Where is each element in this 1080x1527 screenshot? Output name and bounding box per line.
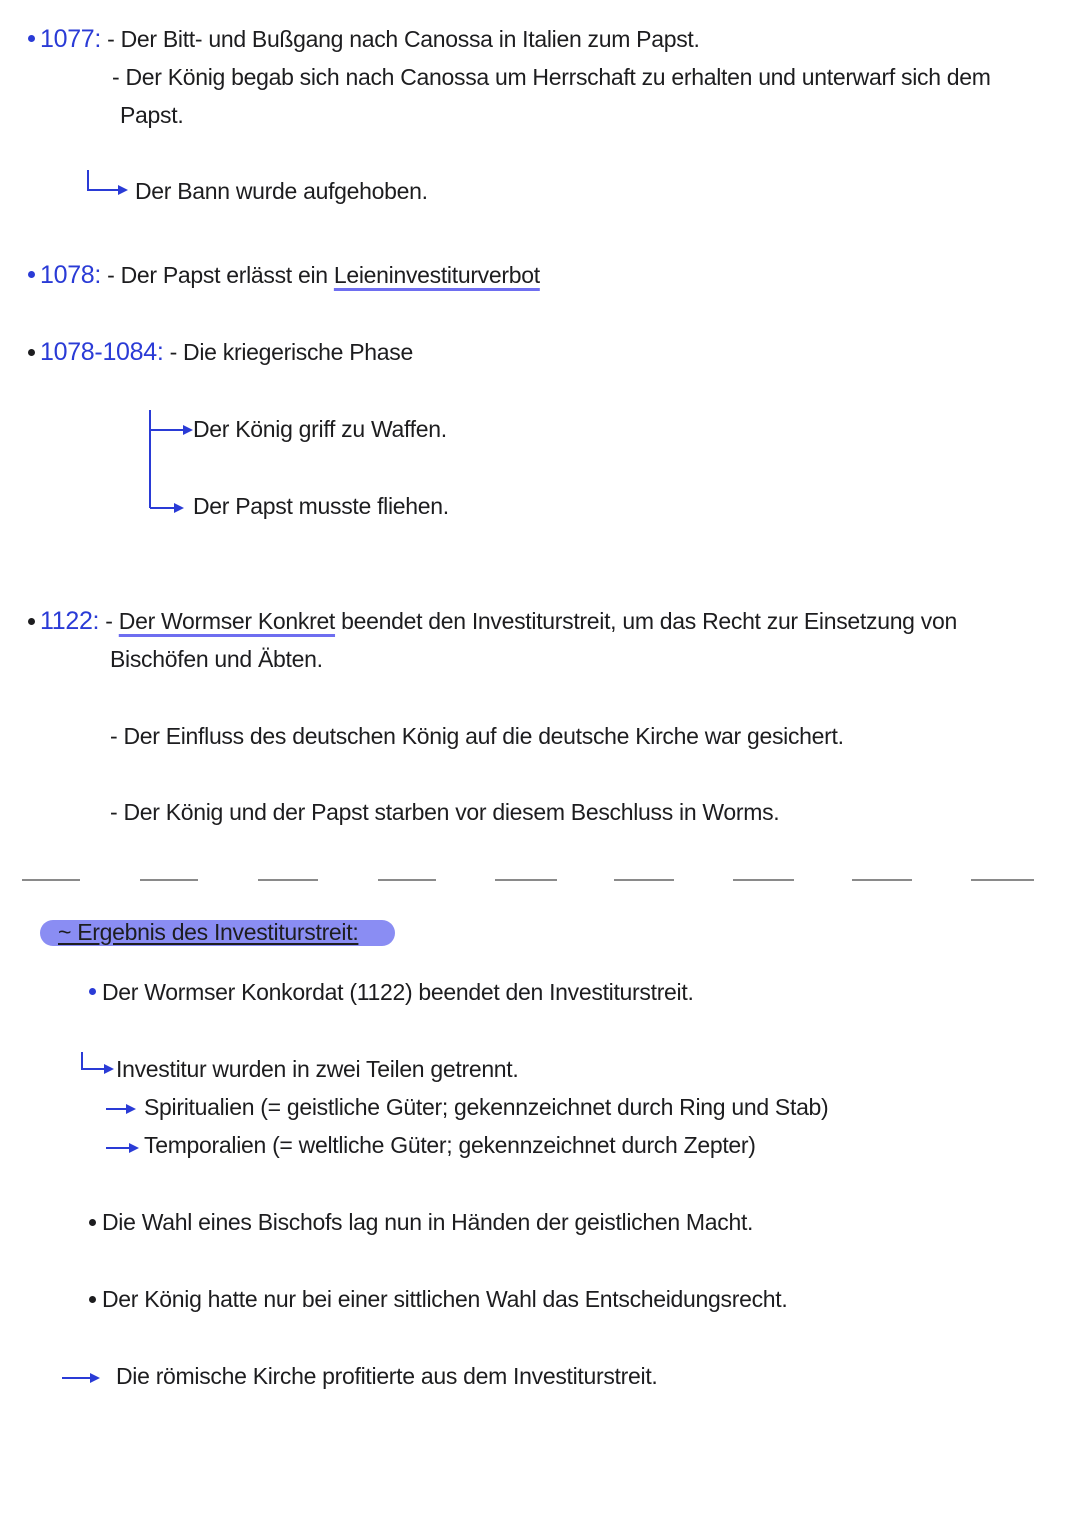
entry-1122-point2: - Der König und der Papst starben vor diesem Beschluss in Worms. xyxy=(110,799,780,825)
separator-dash xyxy=(378,879,436,881)
entry-1078-1084 xyxy=(40,337,413,367)
term-wormser-konkret: Der Wormser Konkret xyxy=(118,608,336,634)
text-1078: - Der Papst erlässt ein xyxy=(101,262,334,288)
bullet-1077 xyxy=(28,35,35,42)
separator-dash xyxy=(852,879,912,881)
bracket-kriegerische-icon xyxy=(150,410,185,508)
entry-1078 xyxy=(40,260,540,290)
entry-1122-point1: - Der Einfluss des deutschen König auf die deutsche Kirche war gesichert. xyxy=(110,723,844,749)
bullet-koenig xyxy=(89,1296,96,1303)
separator-dash xyxy=(614,879,674,881)
text-1078-1084: - Die kriegerische Phase xyxy=(163,339,413,365)
result-heading: ~ Ergebnis des Investiturstreit: xyxy=(58,919,359,945)
arrow-investitur-icon xyxy=(82,1052,104,1069)
entry-1122-line1 xyxy=(40,606,957,636)
separator-dash xyxy=(495,879,557,881)
year-1078: 1078: xyxy=(40,261,102,289)
entry-1122-line2: Bischöfen und Äbten. xyxy=(110,646,323,672)
year-1122: 1122: xyxy=(40,607,100,635)
branch-fliehen: Der Papst musste fliehen. xyxy=(193,493,449,519)
entry-1077-result: Der Bann wurde aufgehoben. xyxy=(135,178,428,204)
separator-dash xyxy=(140,879,198,881)
bullet-1078 xyxy=(28,271,35,278)
text-1077: - Der Bitt- und Bußgang nach Canossa in Italien zum Papst. xyxy=(101,26,700,52)
result-conclusion: Die römische Kirche profitierte aus dem Investiturstreit. xyxy=(116,1363,658,1389)
entry-1077-line2: - Der König begab sich nach Canossa um Herrschaft zu erhalten und unterwarf sich dem xyxy=(112,64,991,90)
result-bullet1: Der Wormser Konkordat (1122) beendet den Investiturstreit. xyxy=(102,979,694,1005)
result-spiritualien: Spiritualien (= geistliche Güter; gekennzeichnet durch Ring und Stab) xyxy=(144,1094,829,1120)
branch-waffen: Der König griff zu Waffen. xyxy=(193,416,447,442)
entry-1077-line3: Papst. xyxy=(120,102,184,128)
term-leieninvestiturverbot: Leieninvestiturverbot xyxy=(333,262,540,288)
result-temporalien: Temporalien (= weltliche Güter; gekennzeichnet durch Zepter) xyxy=(144,1132,756,1158)
bullet-1078-1084 xyxy=(28,349,35,356)
bullet-1122 xyxy=(28,618,35,625)
separator-dash xyxy=(258,879,318,881)
bullet-wahl xyxy=(89,1219,96,1226)
text-1122: beendet den Investiturstreit, um das Recht zur Einsetzung von xyxy=(335,608,957,634)
year-1078-1084: 1078-1084: xyxy=(40,338,164,366)
year-1077: 1077: xyxy=(40,25,102,53)
result-bullet2: Die Wahl eines Bischofs lag nun in Händen der geistlichen Macht. xyxy=(102,1209,754,1235)
separator-dash xyxy=(733,879,794,881)
separator-dash xyxy=(22,879,80,881)
separator-dash xyxy=(971,879,1034,881)
arrow-1077-icon xyxy=(88,170,118,190)
result-split: Investitur wurden in zwei Teilen getrennt. xyxy=(116,1056,519,1082)
entry-1077-line1 xyxy=(40,24,700,54)
bullet-wormser-konkordat xyxy=(89,988,96,995)
prefix-1122: - xyxy=(99,608,119,634)
result-bullet3: Der König hatte nur bei einer sittlichen Wahl das Entscheidungsrecht. xyxy=(102,1286,788,1312)
